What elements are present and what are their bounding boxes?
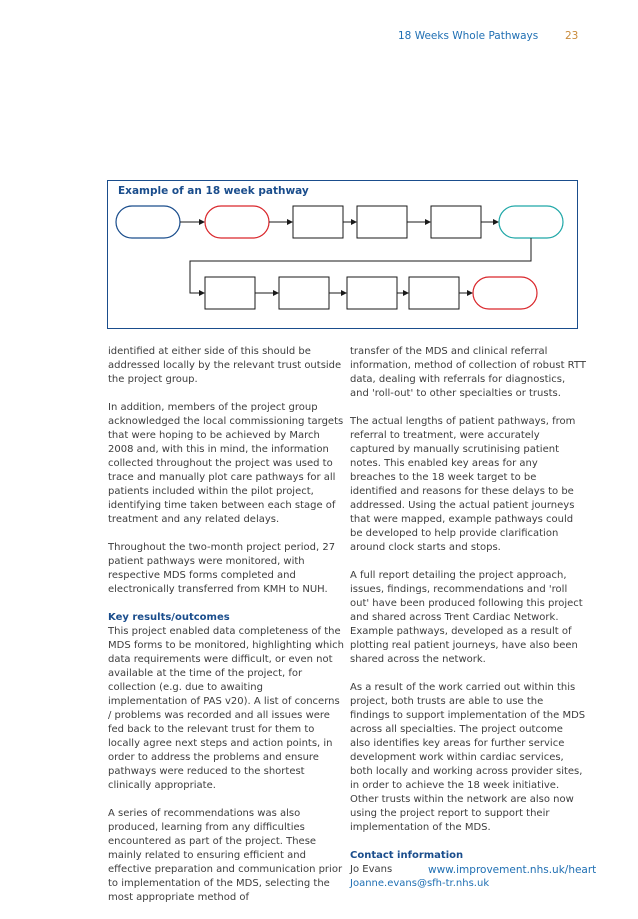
paragraph: Throughout the two-month project period, 27 patient pathways were monitored, with respective MDS forms completed and electronically transferred from KMH to NUH. — [108, 542, 336, 595]
footer-url-link[interactable]: www.improvement.nhs.uk/heart — [428, 864, 597, 876]
step-box — [347, 277, 397, 309]
paragraph: identified at either side of this should be addressed locally by the relevant trust outside the project group. — [108, 346, 342, 385]
step-box — [431, 206, 481, 238]
step-box — [357, 206, 407, 238]
paragraph: transfer of the MDS and clinical referral information, method of collection of robust RTT data, dealing with referrals for diagnostics, and 'roll-out' to other specialties or trusts. — [350, 346, 586, 399]
key-results-heading: Key results/outcomes — [108, 612, 230, 623]
pathway-figure — [107, 180, 578, 329]
clock-start-node — [205, 206, 269, 238]
pathway-diagram — [108, 181, 579, 330]
contact-email-link[interactable]: Joanne.evans@sfh-tr.nhs.uk — [350, 878, 490, 889]
left-column — [108, 345, 344, 919]
start-node — [116, 206, 180, 238]
paragraph: A full report detailing the project approach, issues, findings, recommendations and 'roll out' have been produced following this project and shared across Trent Cardiac Network. Example pathways, developed as a result of plotting real patient journeys, have also been shared across the network. — [350, 570, 583, 665]
clock-stop-node — [473, 277, 537, 309]
contact-name: Jo Evans — [350, 864, 393, 875]
running-header-title: 18 Weeks Whole Pathways — [398, 30, 539, 42]
step-box — [293, 206, 343, 238]
step-box — [409, 277, 459, 309]
page-number: 23 — [565, 30, 579, 42]
pause-node — [499, 206, 563, 238]
paragraph: The actual lengths of patient pathways, from referral to treatment, were accurately captured by manually scrutinising patient notes. This enabled key areas for any breaches to the 18 week target to be identified and reasons for these delays to be addressed. Using the actual patient journeys that were mapped, example pathways could be developed to help provide clarification around clock starts and stops. — [350, 416, 576, 553]
contact-heading: Contact information — [350, 850, 464, 861]
paragraph: A series of recommendations was also produced, learning from any difficulties encountered as part of the project. These mainly related to ensuring efficient and effective preparation and communication prior to implementation of the MDS, selecting the most appropriate method of — [108, 808, 343, 903]
step-box — [279, 277, 329, 309]
paragraph: This project enabled data completeness of the MDS forms to be monitored, highlighting which data requirements were difficult, or even not available at the time of the project, for collection (e.g. due to awaiting implementation of PAS v20). A list of concerns / problems was recorded and all issues were fed back to the relevant trust for them to locally agree next steps and action points, in order to address the problems and ensure pathways were reduced to the shortest clinically appropriate. — [108, 626, 344, 791]
step-box — [205, 277, 255, 309]
right-column — [350, 345, 586, 905]
figure-title: Example of an 18 week pathway — [118, 185, 309, 197]
paragraph: As a result of the work carried out within this project, both trusts are able to use the findings to support implementation of the MDS across all specialties. The project outcome also identifies key areas for further service development work within cardiac services, both locally and working across provider sites, in order to achieve the 18 week initiative. Other trusts within the network are also now using the project report to support their implementation of the MDS. — [350, 682, 586, 833]
paragraph: In addition, members of the project group acknowledged the local commissioning targets that were hoping to be achieved by March 2008 and, with this in mind, the information collected throughout the project was used to trace and manually plot care pathways for all patients included within the pilot project, identifying time taken between each stage of treatment and any related delays. — [108, 402, 344, 525]
